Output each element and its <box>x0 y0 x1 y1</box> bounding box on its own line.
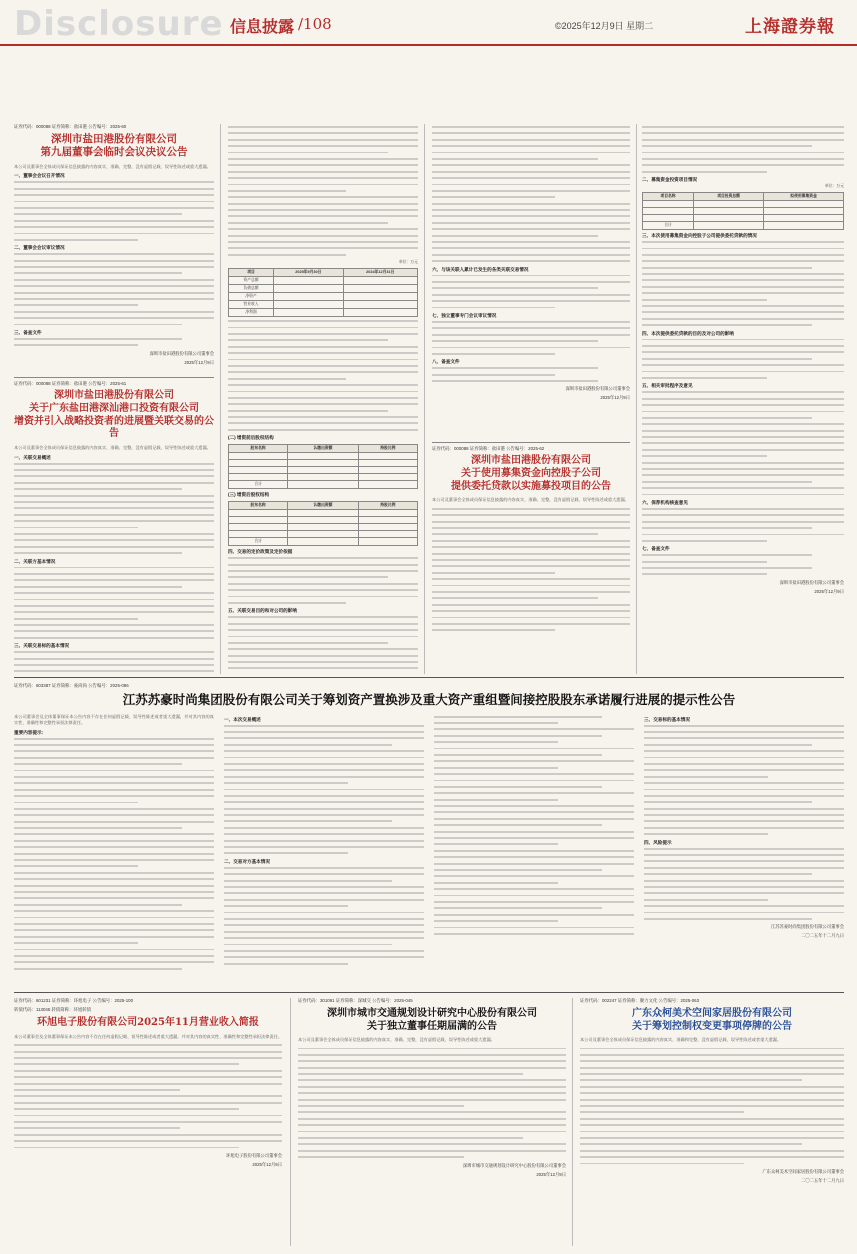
text-lines <box>642 126 844 173</box>
table-cell <box>229 453 288 460</box>
title-line: 关于筹划控制权变更事项停牌的公告 <box>632 1020 792 1032</box>
table-header-cell: 项目名称 <box>643 193 694 201</box>
table-row <box>229 524 418 531</box>
section-heading: 四、本次提供委托贷款的目的及对公司的影响 <box>642 330 734 336</box>
table-row <box>229 467 418 474</box>
table-cell <box>764 208 844 215</box>
notice-jiaotong <box>298 998 566 1246</box>
text-column <box>434 714 634 974</box>
notice-meta: 证券代码：301091 证券简称：深城交 公告编号：2025-045 <box>298 998 413 1003</box>
notice-title <box>432 455 630 493</box>
table-row <box>229 538 418 546</box>
text-lines <box>642 508 844 542</box>
separator <box>14 677 844 678</box>
text-lines <box>228 557 418 604</box>
table-cell: 净资产 <box>229 293 274 301</box>
section-heading: 五、关联交易目的和对公司的影响 <box>228 608 297 614</box>
signature: 深圳市盐田港股份有限公司董事会 <box>565 386 630 392</box>
table-header-cell: 项目 <box>229 269 274 277</box>
signature-date: 2025年12月9日 <box>536 1171 566 1177</box>
table-header-cell: 2025年9月30日 <box>274 269 344 277</box>
section-heading: 四、交易的定价政策及定价依据 <box>228 549 293 555</box>
signature: 环旭电子股份有限公司董事会 <box>226 1152 282 1158</box>
table-cell <box>358 538 417 546</box>
text-lines <box>228 616 418 672</box>
table-cell <box>694 208 764 215</box>
table-row <box>229 510 418 517</box>
signature: 广东众柯美术空间家居股份有限公司董事会 <box>762 1168 844 1174</box>
table-cell <box>274 277 344 285</box>
text-column <box>224 714 424 974</box>
table-row <box>229 453 418 460</box>
table-header-cell: 股东名称 <box>229 445 288 453</box>
notice-meta: 证券代码：000088 证券简称：盐田港 公告编号：2025-60 <box>14 124 127 129</box>
section-heading: 二、募集资金投资项目情况 <box>642 177 698 183</box>
text-lines <box>14 253 214 325</box>
table-header-cell: 股东名称 <box>229 502 288 510</box>
table-cell <box>288 531 358 538</box>
table-cell <box>288 474 358 481</box>
table-header-cell: 2024年12月31日 <box>343 269 417 277</box>
table-cell <box>229 524 288 531</box>
table-cell <box>229 510 288 517</box>
table-title: (三) 增资后股权结构 <box>228 492 270 498</box>
title-line: 关于独立董事任期届满的公告 <box>367 1020 497 1032</box>
text-lines <box>14 338 214 346</box>
table-cell <box>343 309 417 317</box>
table-cell: 资产总额 <box>229 277 274 285</box>
table-cell <box>764 201 844 208</box>
table-row <box>229 474 418 481</box>
title-line: 深圳市盐田港股份有限公司 <box>54 390 174 401</box>
notice-title: 环旭电子股份有限公司2025年11月营业收入简报 <box>37 1017 259 1028</box>
title-line: 第九届董事会临时会议决议公告 <box>40 146 188 159</box>
text-lines <box>432 321 630 355</box>
table-cell <box>643 215 694 222</box>
table-header-cell: 持股比例 <box>358 445 417 453</box>
section-heading: 六、与该关联人累计已发生的各类关联交易情况 <box>432 266 529 272</box>
section-heading: 四、风险提示 <box>644 839 672 845</box>
table-cell <box>274 309 344 317</box>
table-cell <box>229 531 288 538</box>
text-lines <box>644 725 844 836</box>
table-cell <box>229 517 288 524</box>
table-row <box>229 285 418 293</box>
table-cell <box>343 301 417 309</box>
notice-meta: 转债代码：113045 转债简称：环旭转债 <box>14 1007 92 1012</box>
text-lines <box>228 320 418 431</box>
title-line: 深圳市盐田港股份有限公司 <box>471 455 591 466</box>
text-lines <box>432 275 630 309</box>
section-heading: 三、交易标的基本情况 <box>644 716 690 722</box>
table-cell: 负债总额 <box>229 285 274 293</box>
text-lines <box>432 508 630 631</box>
section-heading: 五、相关审批程序及意见 <box>642 383 693 389</box>
text-lines <box>14 181 214 240</box>
section-heading: 一、董事会会议召开情况 <box>14 173 65 179</box>
table-cell <box>229 467 288 474</box>
table-row <box>643 208 844 215</box>
table-row <box>229 460 418 467</box>
table-cell <box>358 481 417 489</box>
table-row <box>229 309 418 317</box>
notice-entrusted-loan-continued <box>642 124 844 672</box>
title-line: 广东众柯美术空间家居股份有限公司 <box>632 1008 792 1019</box>
signature-date: 二〇二五年十二月九日 <box>801 1177 844 1183</box>
separator <box>14 377 214 378</box>
notice-columns <box>14 714 844 974</box>
column-divider <box>572 998 573 1246</box>
title-line: 提供委托贷款以实施募投项目的公告 <box>451 480 611 492</box>
table-title: (二) 增资前后股权结构 <box>228 435 274 441</box>
text-lines <box>432 367 630 382</box>
table-cell <box>358 453 417 460</box>
notice-intro: 本公司及董事会全体成员保证信息披露的内容真实、准确、完整，没有虚假记载、误导性陈述或重大遗漏。 <box>298 1037 495 1042</box>
table-row <box>229 301 418 309</box>
financial-table <box>228 268 418 317</box>
table-cell <box>288 481 358 489</box>
notice-intro: 本公司及董事会全体成员保证信息披露的内容真实、准确、完整，没有虚假记载、误导性陈述或重大遗漏。 <box>14 163 211 169</box>
table-header-cell: 项目投资总额 <box>694 193 764 201</box>
section-heading: 一、关联交易概述 <box>14 454 51 460</box>
text-lines <box>434 716 634 935</box>
section-heading: 二、关联方基本情况 <box>14 558 56 564</box>
section-heading: 六、保荐机构核查意见 <box>642 499 688 505</box>
text-lines <box>224 725 424 855</box>
table-cell <box>343 293 417 301</box>
table-row <box>643 215 844 222</box>
table-cell <box>694 201 764 208</box>
text-lines <box>642 241 844 326</box>
title-line: 关于广东盐田港深汕港口投资有限公司 <box>29 402 199 414</box>
notice-meitu <box>580 998 844 1246</box>
section-heading: 一、本次交易概述 <box>224 716 261 722</box>
notice-intro: 本公司董事会及全体董事保证本公告内容不存在任何虚假记载、误导性陈述或者重大遗漏，并对其内容的真实性、准确性和完整性承担法律责任。 <box>14 713 214 726</box>
notice-entrusted-loan <box>432 446 630 672</box>
table-cell <box>229 474 288 481</box>
issue-date: ©2025年12月9日 星期二 <box>555 21 654 31</box>
table-cell <box>358 517 417 524</box>
section-heading: 二、交易对方基本情况 <box>224 858 270 864</box>
page-number: /108 <box>298 15 332 33</box>
table-cell <box>288 517 358 524</box>
text-lines <box>14 651 214 673</box>
notice-title <box>298 1008 566 1033</box>
notice-meta: 证券代码：000088 证券简称：盐田港 公告编号：2025-61 <box>14 381 127 386</box>
table-cell <box>643 208 694 215</box>
section-heading: 七、独立董事专门会议审议情况 <box>432 312 497 318</box>
table-cell <box>343 277 417 285</box>
table-unit: 单位：万元 <box>825 184 844 189</box>
notice-title: 江苏苏豪时尚集团股份有限公司关于筹划资产置换涉及重大资产重组暨间接控股股东承诺履行进展的提示性公告 <box>122 692 736 707</box>
table-row <box>643 201 844 208</box>
separator <box>432 442 630 443</box>
signature-date: 2025年12月9日 <box>814 588 844 594</box>
table-cell: 合计 <box>229 481 288 489</box>
section-heading: 三、备查文件 <box>14 329 42 335</box>
table-cell <box>694 222 764 230</box>
signature-date: 2025年12月9日 <box>252 1161 282 1167</box>
column-divider <box>636 124 637 674</box>
table-row <box>229 481 418 489</box>
section-title: 信息披露 <box>230 17 295 36</box>
text-lines <box>228 126 418 256</box>
notice-huanxu <box>14 998 282 1246</box>
table-cell <box>288 510 358 517</box>
table-cell <box>358 467 417 474</box>
table-cell <box>358 460 417 467</box>
text-lines <box>224 867 424 965</box>
title-line: 增资并引入战略投资者的进展暨关联交易的公告 <box>14 415 214 440</box>
table-cell <box>229 460 288 467</box>
table-cell <box>288 460 358 467</box>
table-cell: 营业收入 <box>229 301 274 309</box>
text-lines <box>642 554 844 575</box>
column-divider <box>220 124 221 674</box>
table-cell <box>274 301 344 309</box>
table-cell <box>288 524 358 531</box>
text-column <box>644 714 844 974</box>
equity-table-after <box>228 501 418 546</box>
table-cell: 合计 <box>643 222 694 230</box>
text-lines <box>580 1048 844 1165</box>
title-line: 深圳市城市交通规划设计研究中心股份有限公司 <box>327 1008 537 1019</box>
masthead <box>0 0 857 46</box>
signature-date: 2025年12月9日 <box>184 359 214 365</box>
signature-date: 二〇二五年十二月九日 <box>801 933 844 939</box>
section-heading: 八、备查文件 <box>432 359 460 365</box>
notice-meta: 证券代码：603387 证券简称：豪尚尚 公告编号：2025-086 <box>14 683 129 688</box>
section-heading: 三、关联交易标的基本情况 <box>14 643 70 649</box>
table-row <box>229 531 418 538</box>
text-lines <box>14 1044 282 1148</box>
notice-meta: 证券代码：601231 证券简称：环旭电子 公告编号：2025-100 <box>14 998 134 1003</box>
section-heading: 七、备查文件 <box>642 546 670 552</box>
title-line: 关于使用募集资金向控股子公司 <box>461 467 601 479</box>
table-header-cell: 拟使用募集资金 <box>764 193 844 201</box>
table-cell <box>764 215 844 222</box>
notice-intro: 本公司及董事会全体成员保证信息披露的内容真实、准确、完整，没有虚假记载、误导性陈述或重大遗漏。 <box>432 497 629 503</box>
table-row <box>229 277 418 285</box>
table-row <box>229 293 418 301</box>
signature: 深圳市盐田港股份有限公司董事会 <box>779 579 844 585</box>
disclosure-wordmark: Disclosure <box>14 4 224 44</box>
notice-intro: 本公司董事会及全体董事保证本公告内容不存在任何虚假记载、误导性陈述或者重大遗漏，并对其内容的真实性、准确性和完整性承担法律责任。 <box>14 1033 282 1039</box>
newspaper-logo: 上海證券報 <box>745 17 835 37</box>
table-unit: 单位：万元 <box>399 260 418 265</box>
project-table <box>642 192 844 230</box>
signature: 江苏苏豪时尚集团股份有限公司董事会 <box>770 924 844 930</box>
notice-investment-end <box>432 124 630 404</box>
table-cell <box>358 510 417 517</box>
table-cell: 净利润 <box>229 309 274 317</box>
signature: 深圳市盐田港股份有限公司董事会 <box>149 350 214 356</box>
table-cell <box>764 222 844 230</box>
text-lines <box>14 463 214 554</box>
text-lines <box>642 391 844 495</box>
notice-haoshang <box>14 683 844 983</box>
column-divider <box>290 998 291 1246</box>
text-lines <box>642 339 844 379</box>
separator <box>14 992 844 993</box>
table-cell <box>288 453 358 460</box>
signature: 深圳市城市交通规划设计研究中心股份有限公司董事会 <box>462 1162 566 1168</box>
notice-investment <box>14 381 214 673</box>
notice-title <box>14 133 214 160</box>
title-line: 深圳市盐田港股份有限公司 <box>51 133 177 145</box>
notice-board-resolution <box>14 124 214 374</box>
notice-intro: 本公司及董事会全体成员保证信息披露的内容真实、准确和完整，没有虚假记载、误导性陈述或者重大遗漏。 <box>580 1037 782 1042</box>
text-lines <box>14 567 214 639</box>
notice-title <box>14 390 214 441</box>
table-header-cell: 认缴出资额 <box>288 445 358 453</box>
equity-table-before <box>228 444 418 489</box>
table-cell: 合计 <box>229 538 288 546</box>
section-heading: 重要内容提示： <box>14 729 47 735</box>
text-lines <box>298 1048 566 1159</box>
text-lines <box>14 738 214 970</box>
text-lines <box>644 848 844 920</box>
table-cell <box>274 285 344 293</box>
section-heading: 三、本次使用募集资金向控股子公司提供委托贷款的情况 <box>642 233 757 239</box>
section-heading: 二、董事会会议审议情况 <box>14 245 65 251</box>
column-divider <box>424 124 425 674</box>
table-cell <box>274 293 344 301</box>
table-cell <box>288 467 358 474</box>
table-cell <box>288 538 358 546</box>
text-column <box>14 714 214 974</box>
notice-title <box>580 1008 844 1033</box>
signature-date: 2025年12月9日 <box>600 395 630 401</box>
table-cell <box>358 531 417 538</box>
table-cell <box>358 474 417 481</box>
notice-investment-continued <box>228 124 418 672</box>
notice-meta: 证券代码：002247 证券简称：聚力文化 公告编号：2025-063 <box>580 998 700 1003</box>
table-header-cell: 持股比例 <box>358 502 417 510</box>
text-lines <box>432 126 630 262</box>
notice-intro: 本公司及董事会全体成员保证信息披露的内容真实、准确、完整，没有虚假记载、误导性陈述或重大遗漏。 <box>14 445 211 451</box>
table-cell <box>358 524 417 531</box>
table-cell <box>694 215 764 222</box>
table-row <box>229 517 418 524</box>
table-row <box>643 222 844 230</box>
notice-meta: 证券代码：000088 证券简称：盐田港 公告编号：2025-62 <box>432 446 545 451</box>
table-header-cell: 认缴出资额 <box>288 502 358 510</box>
table-cell <box>643 201 694 208</box>
table-cell <box>343 285 417 293</box>
